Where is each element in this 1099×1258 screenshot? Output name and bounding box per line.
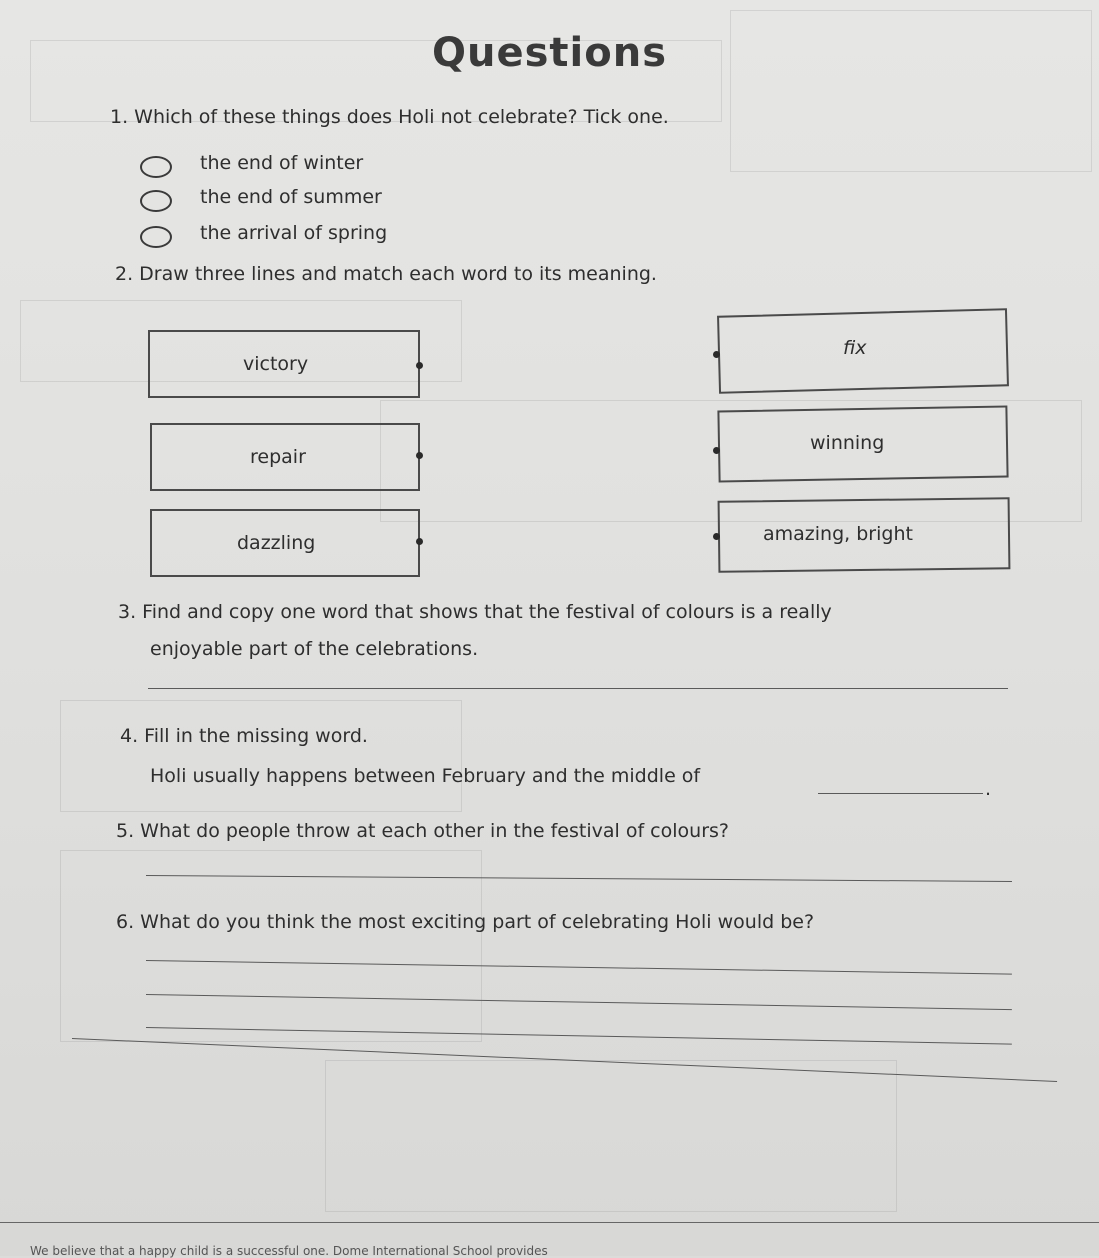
sentence-period: . [985,778,992,800]
option-label: the arrival of spring [200,222,388,244]
fill-in-blank[interactable] [818,793,983,794]
option-label: the end of summer [200,186,382,208]
question-4-sentence: Holi usually happens between February and the middle of [150,765,701,787]
footer-text: We believe that a happy child is a successful one. Dome International School provides [30,1244,548,1258]
footer-rule [0,1222,1099,1223]
connector-dot[interactable] [416,452,423,459]
show-through-box [60,850,482,1042]
connector-dot[interactable] [713,533,720,540]
meaning-amazing-bright: amazing, bright [763,523,913,545]
question-3-prompt-line2: enjoyable part of the celebrations. [150,638,479,660]
connector-dot[interactable] [416,362,423,369]
connector-dot[interactable] [416,538,423,545]
meaning-winning: winning [810,432,885,454]
question-3-prompt-line1: 3. Find and copy one word that shows that the festival of colours is a really [118,601,832,623]
page-title: Questions [431,30,667,76]
answer-line[interactable] [148,688,1008,689]
word-dazzling: dazzling [237,532,316,554]
question-4-prompt: 4. Fill in the missing word. [120,725,368,747]
option-label: the end of winter [200,152,364,174]
connector-dot[interactable] [713,447,720,454]
word-repair: repair [250,446,306,468]
show-through-box [325,1060,897,1212]
connector-dot[interactable] [713,351,720,358]
tick-circle[interactable] [140,156,172,178]
tick-circle[interactable] [140,190,172,212]
question-1-prompt: 1. Which of these things does Holi not celebrate? Tick one. [110,106,669,128]
word-victory: victory [243,353,309,375]
tick-circle[interactable] [140,226,172,248]
meaning-fix: fix [843,337,867,359]
show-through-box [60,700,462,812]
question-2-prompt: 2. Draw three lines and match each word to its meaning. [115,263,657,285]
question-5-prompt: 5. What do people throw at each other in the festival of colours? [116,820,729,842]
question-6-prompt: 6. What do you think the most exciting part of celebrating Holi would be? [116,911,815,933]
